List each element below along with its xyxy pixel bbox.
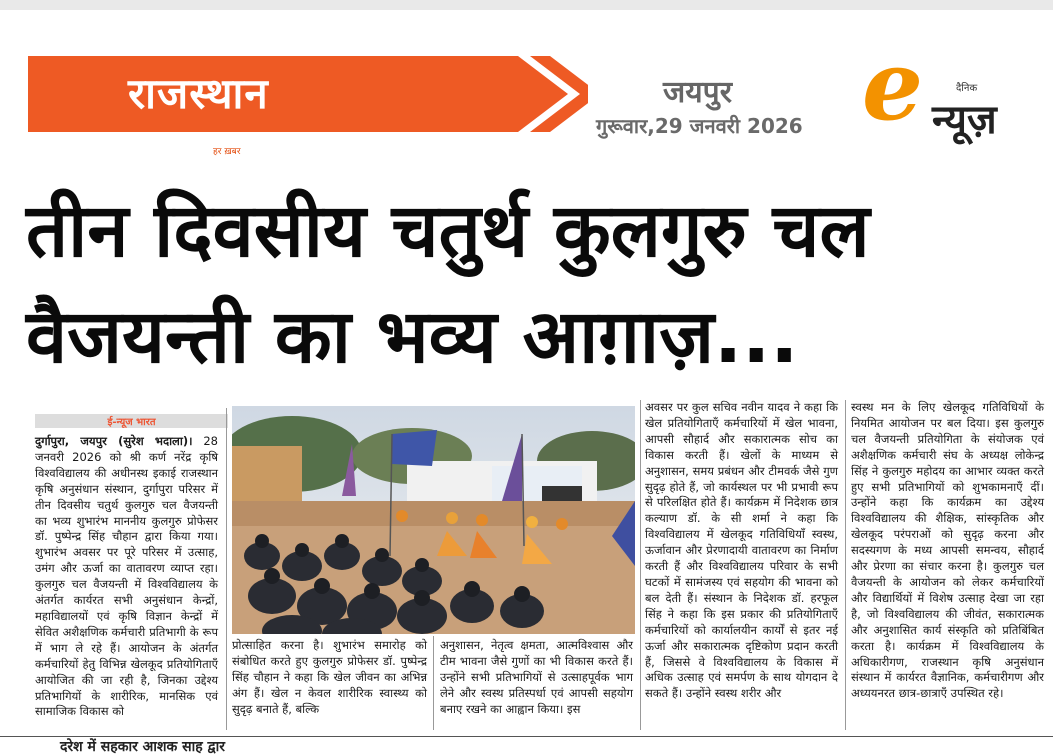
banner-orange-shape [28, 56, 588, 132]
article-column-4 [645, 400, 838, 702]
section-banner [28, 29, 1053, 157]
city-name: जयपुर [663, 75, 732, 110]
logo-e-icon: e [862, 29, 924, 142]
column-divider [226, 408, 227, 730]
article-column-2 [232, 638, 427, 718]
column-1-text: दुर्गापुरा, जयपुर (सुरेश भदाला)। 28 जनवरी 2026 को श्री कर्ण नरेंद्र कृषि विश्वविद्यालय की अधीनस्थ इकाई राजस्थान कृषि अनुसंधान संस्थान, दुर्गापुरा परिसर में तीन दिवसीय चतुर्थ कुलगुरु चल वैजयन्ती का भव्य शुभारंभ माननीय कुलगुरु प्रोफेसर डॉ. पुष्पेन्द्र सिंह चौहान द्वारा किया गया। शुभारंभ अवसर पर पूरे परिसर में उत्साह, उमंग और ऊर्जा का वातावरण व्याप्त रहा। कुलगुरु चल वैजयन्ती में विश्वविद्यालय के अंतर्गत कार्यरत सभी अनुसंधान केन्द्रों, महाविद्यालयों एवं कृषि विज्ञान केन्द्रों में सेवित अशैक्षणिक कर्मचारी प्रतिभागी के रूप में भाग ले रहे हैं। आयोजन के अंतर्गत कर्मचारियों हेतु विभिन्न खेलकूद प्रतियोगिताएँ आयोजित की जा रही है, जिनका उद्देश्य प्रतिभागियों के शारीरिक, मानसिक एवं सामाजिक विकास को [35, 434, 218, 719]
column-5-text: स्वस्थ मन के लिए खेलकूद गतिविधियों के नियमित आयोजन पर बल दिया। इस कुलगुरु चल वैजयन्ती प्रतियोगिता के संयोजक एवं अशैक्षणिक कर्मचारी संघ के अध्यक्ष लोकेन्द्र सिंह ने कुलगुरु महोदय का आभार व्यक्त करते हुए सभी प्रतिभागियों को शुभकामनाएँ दीं। उन्होंने कहा कि कार्यक्रम का उद्देश्य विश्वविद्यालय की शैक्षिक, सांस्कृतिक और खेलकूद परंपराओं को सुदृढ़ करना और सदस्यगण के मध्य आपसी समन्वय, सौहार्द और प्रेरणा का संचार करना है। कुलगुरु चल वैजयन्ती के आयोजन को लेकर कर्मचारियों और विद्यार्थियों में विशेष उत्साह देखा जा रहा है, जो विश्वविद्यालय की जीवंत, सकारात्मक और अनुशासित कार्य संस्कृति को प्रतिबिंबित करता है। कार्यक्रम में विश्वविद्यालय के अधिकारीगण, राजस्थान कृषि अनुसंधान संस्थान में कार्यरत वैज्ञानिक, कर्मचारीगण और अध्ययनरत छात्र-छात्राएँ उपस्थित रहे। [851, 400, 1044, 701]
column-divider [640, 400, 641, 730]
byline: ई-न्यूज भारत [107, 417, 156, 428]
top-strip [0, 0, 1053, 10]
column-2-text: प्रोत्साहित करना है। शुभारंभ समारोह को संबोधित करते हुए कुलगुरु प्रोफेसर डॉ. पुष्पेन्द्र सिंह चौहान ने कहा कि खेल जीवन का अभिन्न अंग हैं। खेल न केवल शारीरिक स्वास्थ्य को सुदृढ़ बनाते हैं, बल्कि [232, 638, 427, 716]
section-title: राजस्थान [128, 69, 269, 118]
article-column-1 [35, 434, 218, 720]
event-photo [232, 406, 635, 634]
logo-tagline: हर ख़बर [213, 147, 241, 157]
article-headline: तीन दिवसीय चतुर्थ कुलगुरु चल वैजयन्ती का भव्य आग़ाज़... [26, 188, 870, 380]
dateline: दुर्गापुरा, जयपुर (सुरेश भदाला)। [35, 434, 193, 448]
column-divider [433, 636, 434, 730]
column-4-text: अवसर पर कुल सचिव नवीन यादव ने कहा कि खेल प्रतियोगिताएँ कर्मचारियों में खेल भावना, आपसी सौहार्द और सकारात्मक सोच का विकास करती हैं। खेलों के माध्यम से अनुशासन, समय प्रबंधन और टीमवर्क जैसे गुण सुदृढ़ होते हैं, जो कार्यस्थल पर भी प्रभावी रूप से परिलक्षित होते हैं। कार्यक्रम में निदेशक छात्र कल्याण डॉ. के सी शर्मा ने कहा कि विश्वविद्यालय में खेलकूद गतिविधियाँ स्वस्थ, ऊर्जावान और प्रेरणादायी वातावरण का निर्माण करती हैं और विश्वविद्यालय परिवार के सभी घटकों में सामंजस्य एवं सहयोग की भावना को बल देती हैं। संस्थान के निदेशक डॉ. हरफूल सिंह ने कहा कि इस प्रकार की प्रतियोगिताएँ कर्मचारियों को कार्यालयीन कार्यों से इतर नई ऊर्जा और सकारात्मक दृष्टिकोण प्रदान करती हैं, जिससे वे विश्वविद्यालय के विकास में अधिक उत्साह एवं समर्पण के साथ योगदान दे सकते हैं। उन्होंने स्वस्थ शरीर और [645, 400, 838, 701]
logo-news: न्यूज़ [932, 97, 997, 143]
column-3-text: अनुशासन, नेतृत्व क्षमता, आत्मविश्वास और टीम भावना जैसे गुणों का भी विकास करते हैं। उन्होंने सभी प्रतिभागियों से उत्साहपूर्वक भाग लेने और स्वस्थ प्रतिस्पर्धा एवं आपसी सहयोग बनाए रखने का आह्वान किया। इस [440, 638, 633, 716]
column-divider [845, 400, 846, 730]
next-article-headline: दरेश में सहकार आशक साह द्वार [60, 739, 225, 755]
article-column-3 [440, 638, 633, 718]
article-column-5 [851, 400, 1044, 702]
issue-date: गुरूवार,29 जनवरी 2026 [596, 114, 803, 138]
logo-dainik: दैनिक [956, 83, 978, 94]
event-photo-image [232, 406, 635, 634]
enews-logo [852, 29, 1053, 143]
